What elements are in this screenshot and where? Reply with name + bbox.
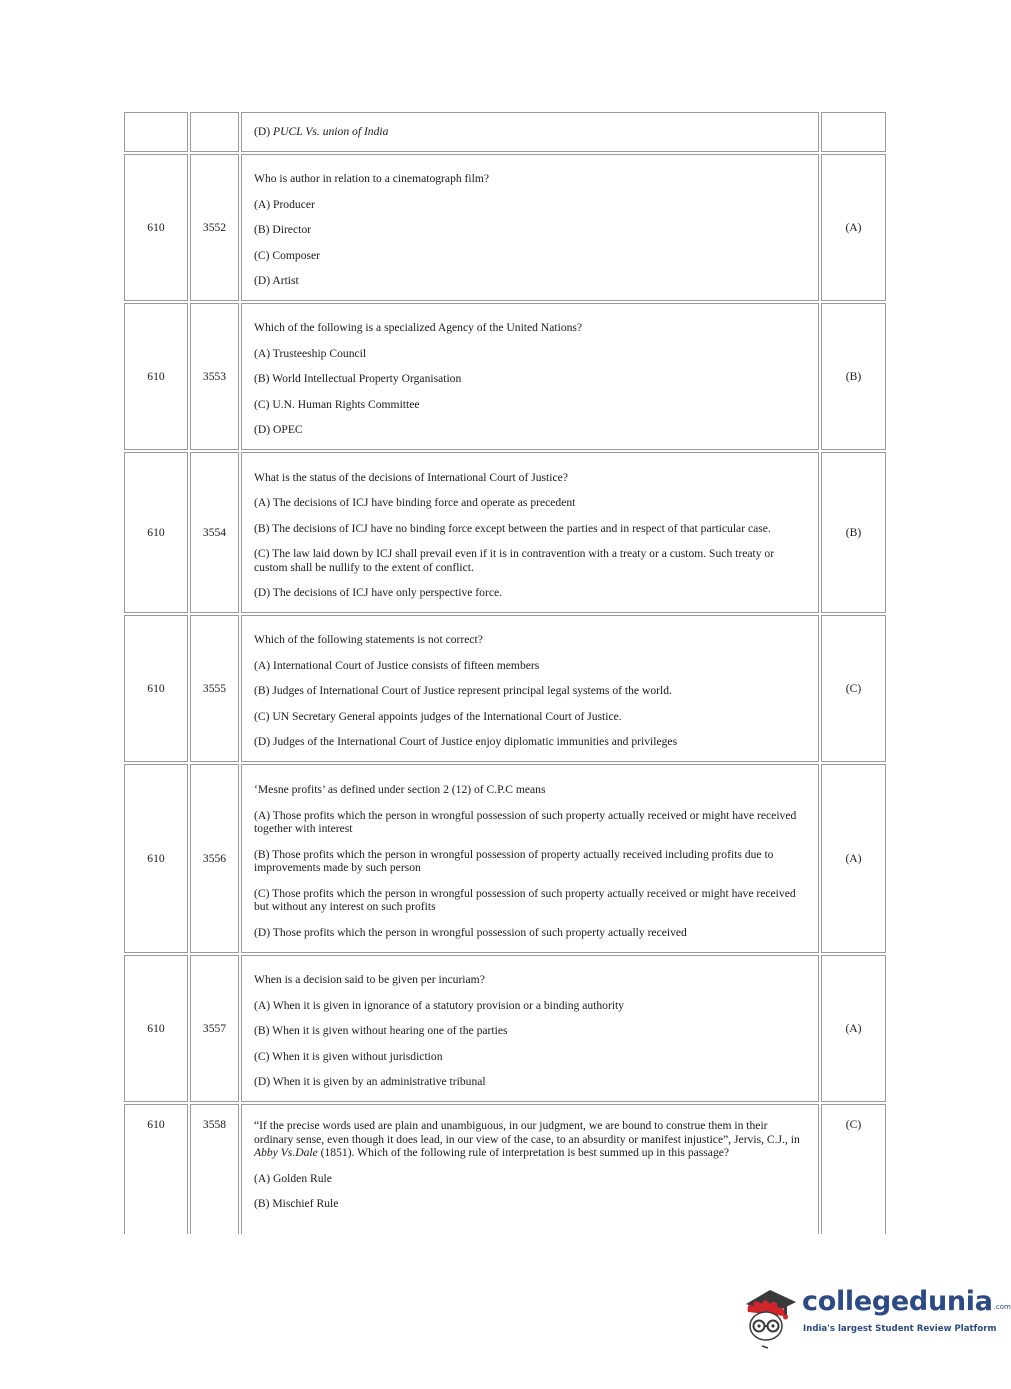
option-b: (B) Those profits which the person in wrongful possession of property actually received including profits due to improvements made by such person	[254, 847, 774, 874]
case-name: Abby Vs.Dale	[254, 1146, 318, 1159]
question-text: ‘Mesne profits’ as defined under section 2 (12) of C.P.C means	[254, 783, 546, 796]
option-a: (A) International Court of Justice consists of fifteen members	[254, 658, 540, 672]
table-row	[124, 955, 886, 1102]
answer-cell	[821, 112, 886, 152]
paper-code-cell: 610	[124, 615, 188, 762]
logo-domain: .com	[993, 1303, 1011, 1311]
paper-code-cell	[124, 112, 188, 152]
table-row	[124, 452, 886, 613]
option-a: (A) The decisions of ICJ have binding force and operate as precedent	[254, 496, 576, 509]
question-cell	[241, 452, 819, 613]
option-b: (B) The decisions of ICJ have no binding force except between the parties and in respect of that particular case.	[254, 521, 771, 535]
question-number-cell: 3556	[190, 764, 239, 953]
collegedunia-logo	[740, 1282, 1011, 1354]
paper-code-cell: 610	[124, 955, 188, 1102]
option-c: (C) UN Secretary General appoints judges of the International Court of Justice.	[254, 709, 622, 723]
question-cell	[241, 615, 819, 762]
question-number-cell: 3555	[190, 615, 239, 762]
logo-tagline: India's largest Student Review Platform	[803, 1324, 997, 1334]
table-row	[124, 764, 886, 953]
question-text	[254, 1119, 806, 1160]
question-text-part: “If the precise words used are plain and unambiguous, in our judgment, we are bound to construe them in their ordinary sense, even though it does lead, in our view of the case, to an absurdity or manifest injustice”, Jervis, C.J., in	[254, 1119, 800, 1146]
option-d: (D) Judges of the International Court of Justice enjoy diplomatic immunities and privileges	[254, 735, 678, 749]
option-c: (C) Composer	[254, 248, 321, 262]
table-row	[124, 112, 886, 152]
option-b: (B) When it is given without hearing one of the parties	[254, 1024, 508, 1038]
question-text: Which of the following is a specialized Agency of the United Nations?	[254, 321, 583, 335]
question-cell	[241, 112, 819, 152]
question-text: When is a decision said to be given per incuriam?	[254, 973, 485, 987]
paper-code-cell: 610	[124, 154, 188, 301]
answer-cell: (B)	[821, 303, 886, 450]
question-cell	[241, 1104, 819, 1234]
paper-code-cell: 610	[124, 452, 188, 613]
answer-cell: (C)	[821, 1104, 886, 1234]
option-d: (D) The decisions of ICJ have only perspective force.	[254, 586, 503, 599]
question-number-cell: 3557	[190, 955, 239, 1102]
question-text: Who is author in relation to a cinematograph film?	[254, 172, 490, 186]
option-c: (C) U.N. Human Rights Committee	[254, 397, 420, 411]
table-row	[124, 303, 886, 450]
question-cell	[241, 154, 819, 301]
answer-cell: (C)	[821, 615, 886, 762]
option-d: (D) When it is given by an administrative tribunal	[254, 1075, 486, 1089]
table-row	[124, 1104, 886, 1234]
option-a: (A) Producer	[254, 197, 315, 211]
option-b: (B) Mischief Rule	[254, 1197, 339, 1210]
option-c: (C) When it is given without jurisdiction	[254, 1049, 443, 1063]
option-c: (C) The law laid down by ICJ shall prevail even if it is in contravention with a treaty or a custom. Such treaty or custom shall be nullify to the extent of conflict.	[254, 547, 775, 574]
question-number-cell: 3554	[190, 452, 239, 613]
option-d: (D) OPEC	[254, 423, 303, 437]
option-a: (A) Those profits which the person in wrongful possession of such property actually received or might have received together with interest	[254, 808, 797, 835]
option-a: (A) Golden Rule	[254, 1171, 332, 1185]
paper-code-cell: 610	[124, 1104, 188, 1234]
question-number-cell: 3558	[190, 1104, 239, 1234]
answer-cell: (B)	[821, 452, 886, 613]
option-a: (A) Trusteeship Council	[254, 346, 367, 360]
question-number-cell: 3552	[190, 154, 239, 301]
option-d: (D) Those profits which the person in wrongful possession of such property actually received	[254, 925, 687, 939]
option-b: (B) Director	[254, 223, 311, 237]
answer-cell: (A)	[821, 955, 886, 1102]
logo-wordmark	[802, 1286, 1011, 1317]
case-name: PUCL Vs. union of India	[273, 125, 389, 139]
question-number-cell	[190, 112, 239, 152]
table-row	[124, 154, 886, 301]
option-b: (B) Judges of International Court of Justice represent principal legal systems of the world.	[254, 684, 672, 698]
table-row	[124, 615, 886, 762]
question-number-cell: 3553	[190, 303, 239, 450]
question-text: Which of the following statements is not correct?	[254, 633, 483, 647]
paper-code-cell: 610	[124, 303, 188, 450]
question-cell	[241, 303, 819, 450]
logo-name-text: collegedunia	[802, 1286, 993, 1317]
question-text-part: (1851). Which of the following rule of interpretation is best summed up in this passage?	[317, 1146, 730, 1159]
question-cell	[241, 955, 819, 1102]
option-a: (A) When it is given in ignorance of a statutory provision or a binding authority	[254, 998, 625, 1012]
paper-code-cell: 610	[124, 764, 188, 953]
option-label: (D)	[254, 125, 273, 139]
option-c: (C) Those profits which the person in wrongful possession of such property actually received or might have received but without any interest on such profits	[254, 886, 796, 913]
answer-cell: (A)	[821, 764, 886, 953]
answer-cell: (A)	[821, 154, 886, 301]
mascot-icon	[740, 1282, 802, 1354]
option-b: (B) World Intellectual Property Organisation	[254, 372, 462, 386]
option-d: (D) Artist	[254, 274, 299, 288]
question-cell	[241, 764, 819, 953]
question-text: What is the status of the decisions of International Court of Justice?	[254, 470, 568, 484]
question-table	[122, 110, 888, 1236]
